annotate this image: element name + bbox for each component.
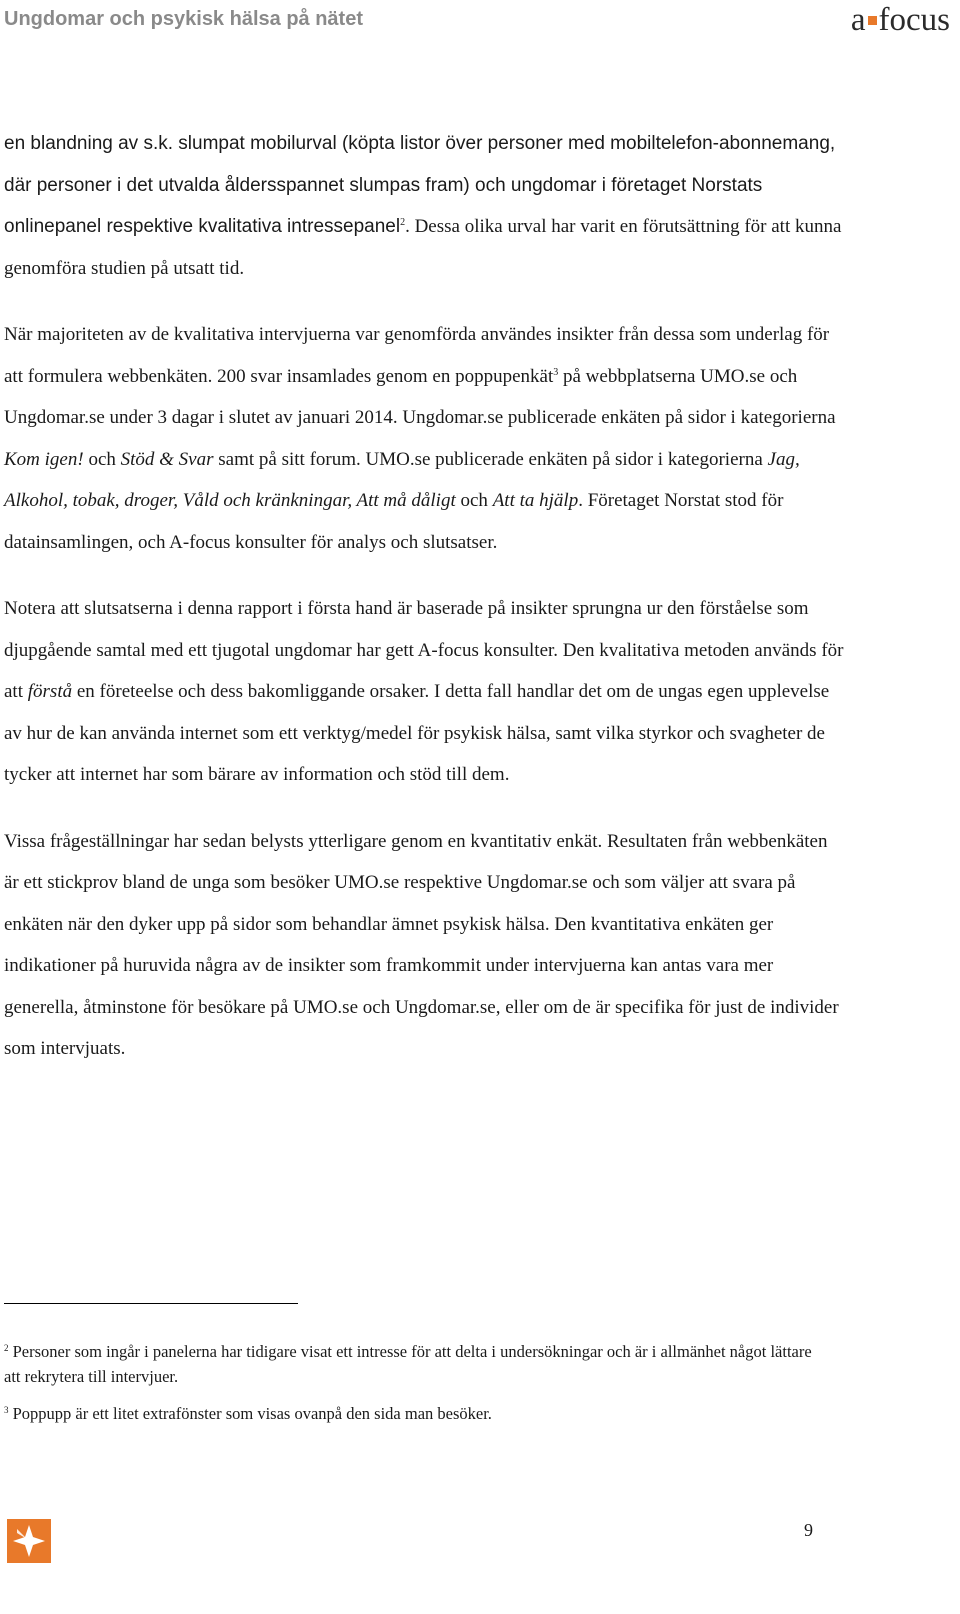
footnote-divider	[4, 1303, 298, 1304]
footnote-2-text: Personer som ingår i panelerna har tidigare visat ett intresse för att delta i undersökningar och är i allmänhet något lättare att rekrytera till intervjuer.	[4, 1342, 812, 1386]
logo-text-right: focus	[878, 2, 950, 38]
paragraph-2-italic-4: Att ta hjälp	[492, 490, 579, 511]
paragraph-2-text-a: När majoriteten av de kvalitativa intervjuerna var genomförda användes insikter från dessa som underlag för att formulera webbenkäten. 200 svar insamlades genom en poppupenkät	[4, 324, 830, 387]
page-header	[0, 0, 960, 44]
paragraph-3-text-b: en företeelse och dess bakomliggande orsaker. I detta fall handlar det om de ungas egen upplevelse av hur de kan använda internet som ett verktyg/medel för psykisk hälsa, samt vilka styrkor och svagheter de tycker att internet har som bärare av information och stöd till dem.	[4, 681, 830, 785]
paragraph-3-italic-1: förstå	[27, 681, 73, 702]
paragraph-3-text-a: Notera att slutsatserna i denna rapport i första hand är baserade på insikter sprungna ur den förståelse som djupgående samtal med ett tjugotal ungdomar har gett A-focus konsulter. Den kvalitativa metoden används för att	[4, 598, 844, 702]
paragraph-2-italic-1: Kom igen!	[4, 448, 84, 470]
paragraph-3	[4, 588, 844, 796]
paragraph-4-text-a: Vissa frågeställningar har sedan belysts ytterligare genom en kvantitativ enkät. Resultaten från webbenkäten är ett stickprov bland de unga som besöker UMO.se respektive Ungdomar.se och som väljer att svara på enkäten när den dyker upp på sidor som behandlar ämnet psykisk hälsa. Den kvantitativa enkäten ger indikationer på huruvida några av de insikter som framkommit under intervjuerna kan antas vara mer generella, åtminstone för besökare på UMO.se och Ungdomar.se, eller om de är specifika för just de individer som intervjuats.	[4, 830, 839, 1059]
a-focus-logo	[851, 0, 950, 40]
footnote-ref-3: 3	[553, 366, 559, 378]
paragraph-1	[4, 123, 844, 289]
logo-dot-icon	[868, 16, 877, 25]
footnote-2	[4, 1339, 824, 1389]
paragraph-1-text-a: en blandning av s.k. slumpat mobilurval (köpta listor över personer med mobiltelefon-abonnemang, där personer i det utvalda åldersspannet slumpas fram) och ungdomar i företaget Norstats onlinepanel respektive kvalitativa intressepanel	[4, 133, 836, 237]
paragraph-2-text-d: samt på sitt forum. UMO.se publicerade enkäten på sidor i kategorierna	[213, 448, 768, 470]
paragraph-2-text-c: och	[83, 448, 121, 470]
footnote-ref-2: 2	[400, 217, 406, 228]
footnote-2-number: 2	[4, 1343, 9, 1353]
star-shape	[7, 1519, 51, 1563]
paragraph-2	[4, 314, 844, 563]
document-title: Ungdomar och psykisk hälsa på nätet	[4, 8, 363, 30]
body-text	[4, 123, 844, 1095]
paragraph-4	[4, 821, 844, 1070]
a-focus-star-icon	[7, 1519, 51, 1563]
footnote-3	[4, 1401, 824, 1426]
footnote-3-text: Poppupp är ett litet extrafönster som visas ovanpå den sida man besöker.	[8, 1404, 492, 1423]
paragraph-2-italic-3: Jag, Alkohol, tobak, droger, Våld och kränkningar, Att må dåligt	[4, 448, 800, 511]
paragraph-1-text-b: . Dessa olika urval har varit en förutsättning för att kunna genomföra studien på utsatt tid.	[4, 216, 842, 279]
footnote-3-number: 3	[4, 1405, 9, 1415]
paragraph-2-text-b: på webbplatserna UMO.se och Ungdomar.se under 3 dagar i slutet av januari 2014. Ungdomar.se publicerade enkäten på sidor i kategorierna	[4, 365, 836, 428]
paragraph-2-text-e: och	[455, 490, 493, 511]
paragraph-2-italic-2: Stöd & Svar	[120, 448, 214, 470]
paragraph-2-text-f: . Företaget Norstat stod för datainsamlingen, och A-focus konsulter för analys och slutsatser.	[4, 490, 784, 553]
logo-text-left: a	[850, 2, 866, 38]
page-number: 9	[804, 1520, 813, 1540]
